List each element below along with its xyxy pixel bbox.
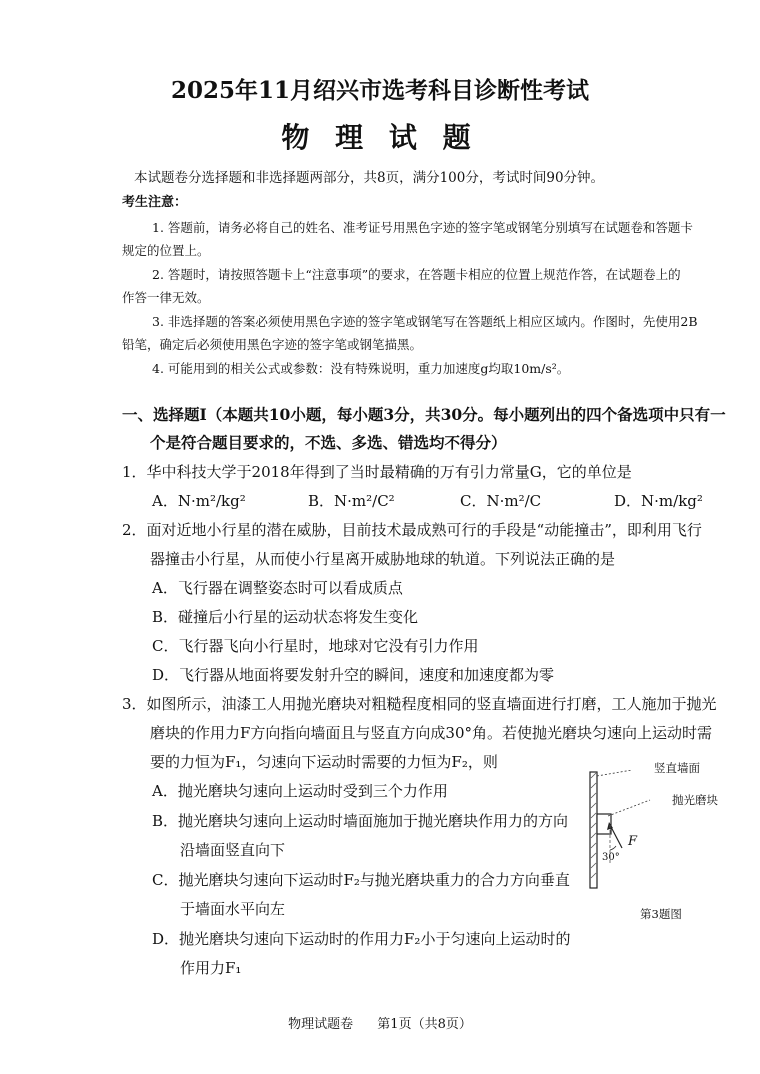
q2-option-a: A．飞行器在调整姿态时可以看成质点: [152, 579, 403, 597]
section1-heading-line2: 个是符合题目要求的，不选、多选、错选均不得分）: [150, 433, 507, 452]
q3-option-c-line1: C．抛光磨块匀速向下运动时F₂与抛光磨块重力的合力方向垂直: [152, 871, 570, 889]
q2-option-c: C．飞行器飞向小行星时，地球对它没有引力作用: [152, 637, 479, 655]
q1-option-c: C．N·m²/C: [460, 492, 542, 510]
note-1-line2: 规定的位置上。: [122, 243, 210, 258]
q3-option-b-line2: 沿墙面竖直向下: [180, 841, 286, 859]
q1-option-b: B．N·m²/C²: [308, 492, 395, 510]
q3-stem-line2: 磨块的作用力F方向指向墙面且与竖直方向成30°角。若使抛光磨块匀速向上运动时需: [150, 724, 712, 742]
subject-title: 物 理 试 题: [281, 121, 479, 154]
angle-label: 30°: [602, 852, 620, 863]
note-1-line1: 1. 答题前，请务必将自己的姓名、准考证号用黑色字迹的签字笔或钢笔分别填写在试题卷和答题卡: [152, 220, 693, 235]
q2-stem-line2: 器撞击小行星，从而使小行星离开威胁地球的轨道。下列说法正确的是: [150, 550, 616, 568]
force-arrow: [610, 825, 622, 848]
q2-stem-line1: 2．面对近地小行星的潜在威胁，目前技术最成熟可行的手段是“动能撞击”，即利用飞行: [122, 521, 702, 539]
block-leader-line: [608, 800, 650, 816]
page-footer: [0, 1013, 760, 1032]
force-label: F: [628, 834, 638, 849]
note-3-line1: 3. 非选择题的答案必须使用黑色字迹的签字笔或钢笔写在答题纸上相应区域内。作图时，先使用2B: [152, 314, 698, 329]
note-3-line2: 铅笔，确定后必须使用黑色字迹的签字笔或钢笔描黑。: [122, 337, 423, 352]
angle-arc: [610, 846, 616, 850]
q2-option-b: B．碰撞后小行星的运动状态将发生变化: [152, 608, 419, 626]
note-2-line2: 作答一律无效。: [122, 290, 210, 305]
q3-figure: [580, 770, 730, 890]
q3-option-d-line2: 作用力F₁: [180, 959, 242, 977]
wall-shape: [590, 772, 597, 888]
intro-text: 本试题卷分选择题和非选择题两部分，共8页，满分100分，考试时间90分钟。: [134, 170, 605, 186]
note-2-line1: 2. 答题时，请按照答题卡上“注意事项”的要求，在答题卡相应的位置上规范作答，在试题卷上的: [152, 267, 681, 282]
q3-stem-line3: 要的力恒为F₁，匀速向下运动时需要的力恒为F₂，则: [150, 753, 498, 771]
q3-stem-line1: 3．如图所示，油漆工人用抛光磨块对粗糙程度相同的竖直墙面进行打磨，工人施加于抛光: [122, 695, 717, 713]
q3-option-d-line1: D．抛光磨块匀速向下运动时的作用力F₂小于匀速向上运动时的: [152, 930, 571, 948]
block-label: 抛光磨块: [672, 793, 718, 807]
q2-option-d: D．飞行器从地面将要发射升空的瞬间，速度和加速度都为零: [152, 666, 555, 684]
q3-option-a: A．抛光磨块匀速向上运动时受到三个力作用: [152, 782, 448, 800]
section1-heading-line1: 一、选择题Ⅰ（本题共10小题，每小题3分，共30分。每小题列出的四个备选项中只有一: [122, 405, 726, 424]
q3-option-c-line2: 于墙面水平向左: [180, 900, 286, 918]
notes-heading: 考生注意：: [122, 195, 188, 210]
wall-leader-line: [597, 770, 632, 776]
q3-option-b-line1: B．抛光磨块匀速向上运动时墙面施加于抛光磨块作用力的方向: [152, 812, 569, 830]
exam-title: 2025年11月绍兴市选考科目诊断性考试: [170, 77, 590, 104]
q1-option-a: A．N·m²/kg²: [152, 492, 246, 510]
q1-option-d: D．N·m/kg²: [614, 492, 703, 510]
q1-stem: 1．华中科技大学于2018年得到了当时最精确的万有引力常量G，它的单位是: [122, 463, 632, 481]
figure-caption: 第3题图: [640, 907, 682, 921]
footer-paper-name: 物理试题卷: [288, 1017, 354, 1032]
note-4: 4. 可能用到的相关公式或参数：没有特殊说明，重力加速度g均取10m/s²。: [152, 361, 570, 376]
footer-page-info: 第1页（共8页）: [377, 1017, 472, 1032]
wall-label: 竖直墙面: [654, 761, 700, 775]
